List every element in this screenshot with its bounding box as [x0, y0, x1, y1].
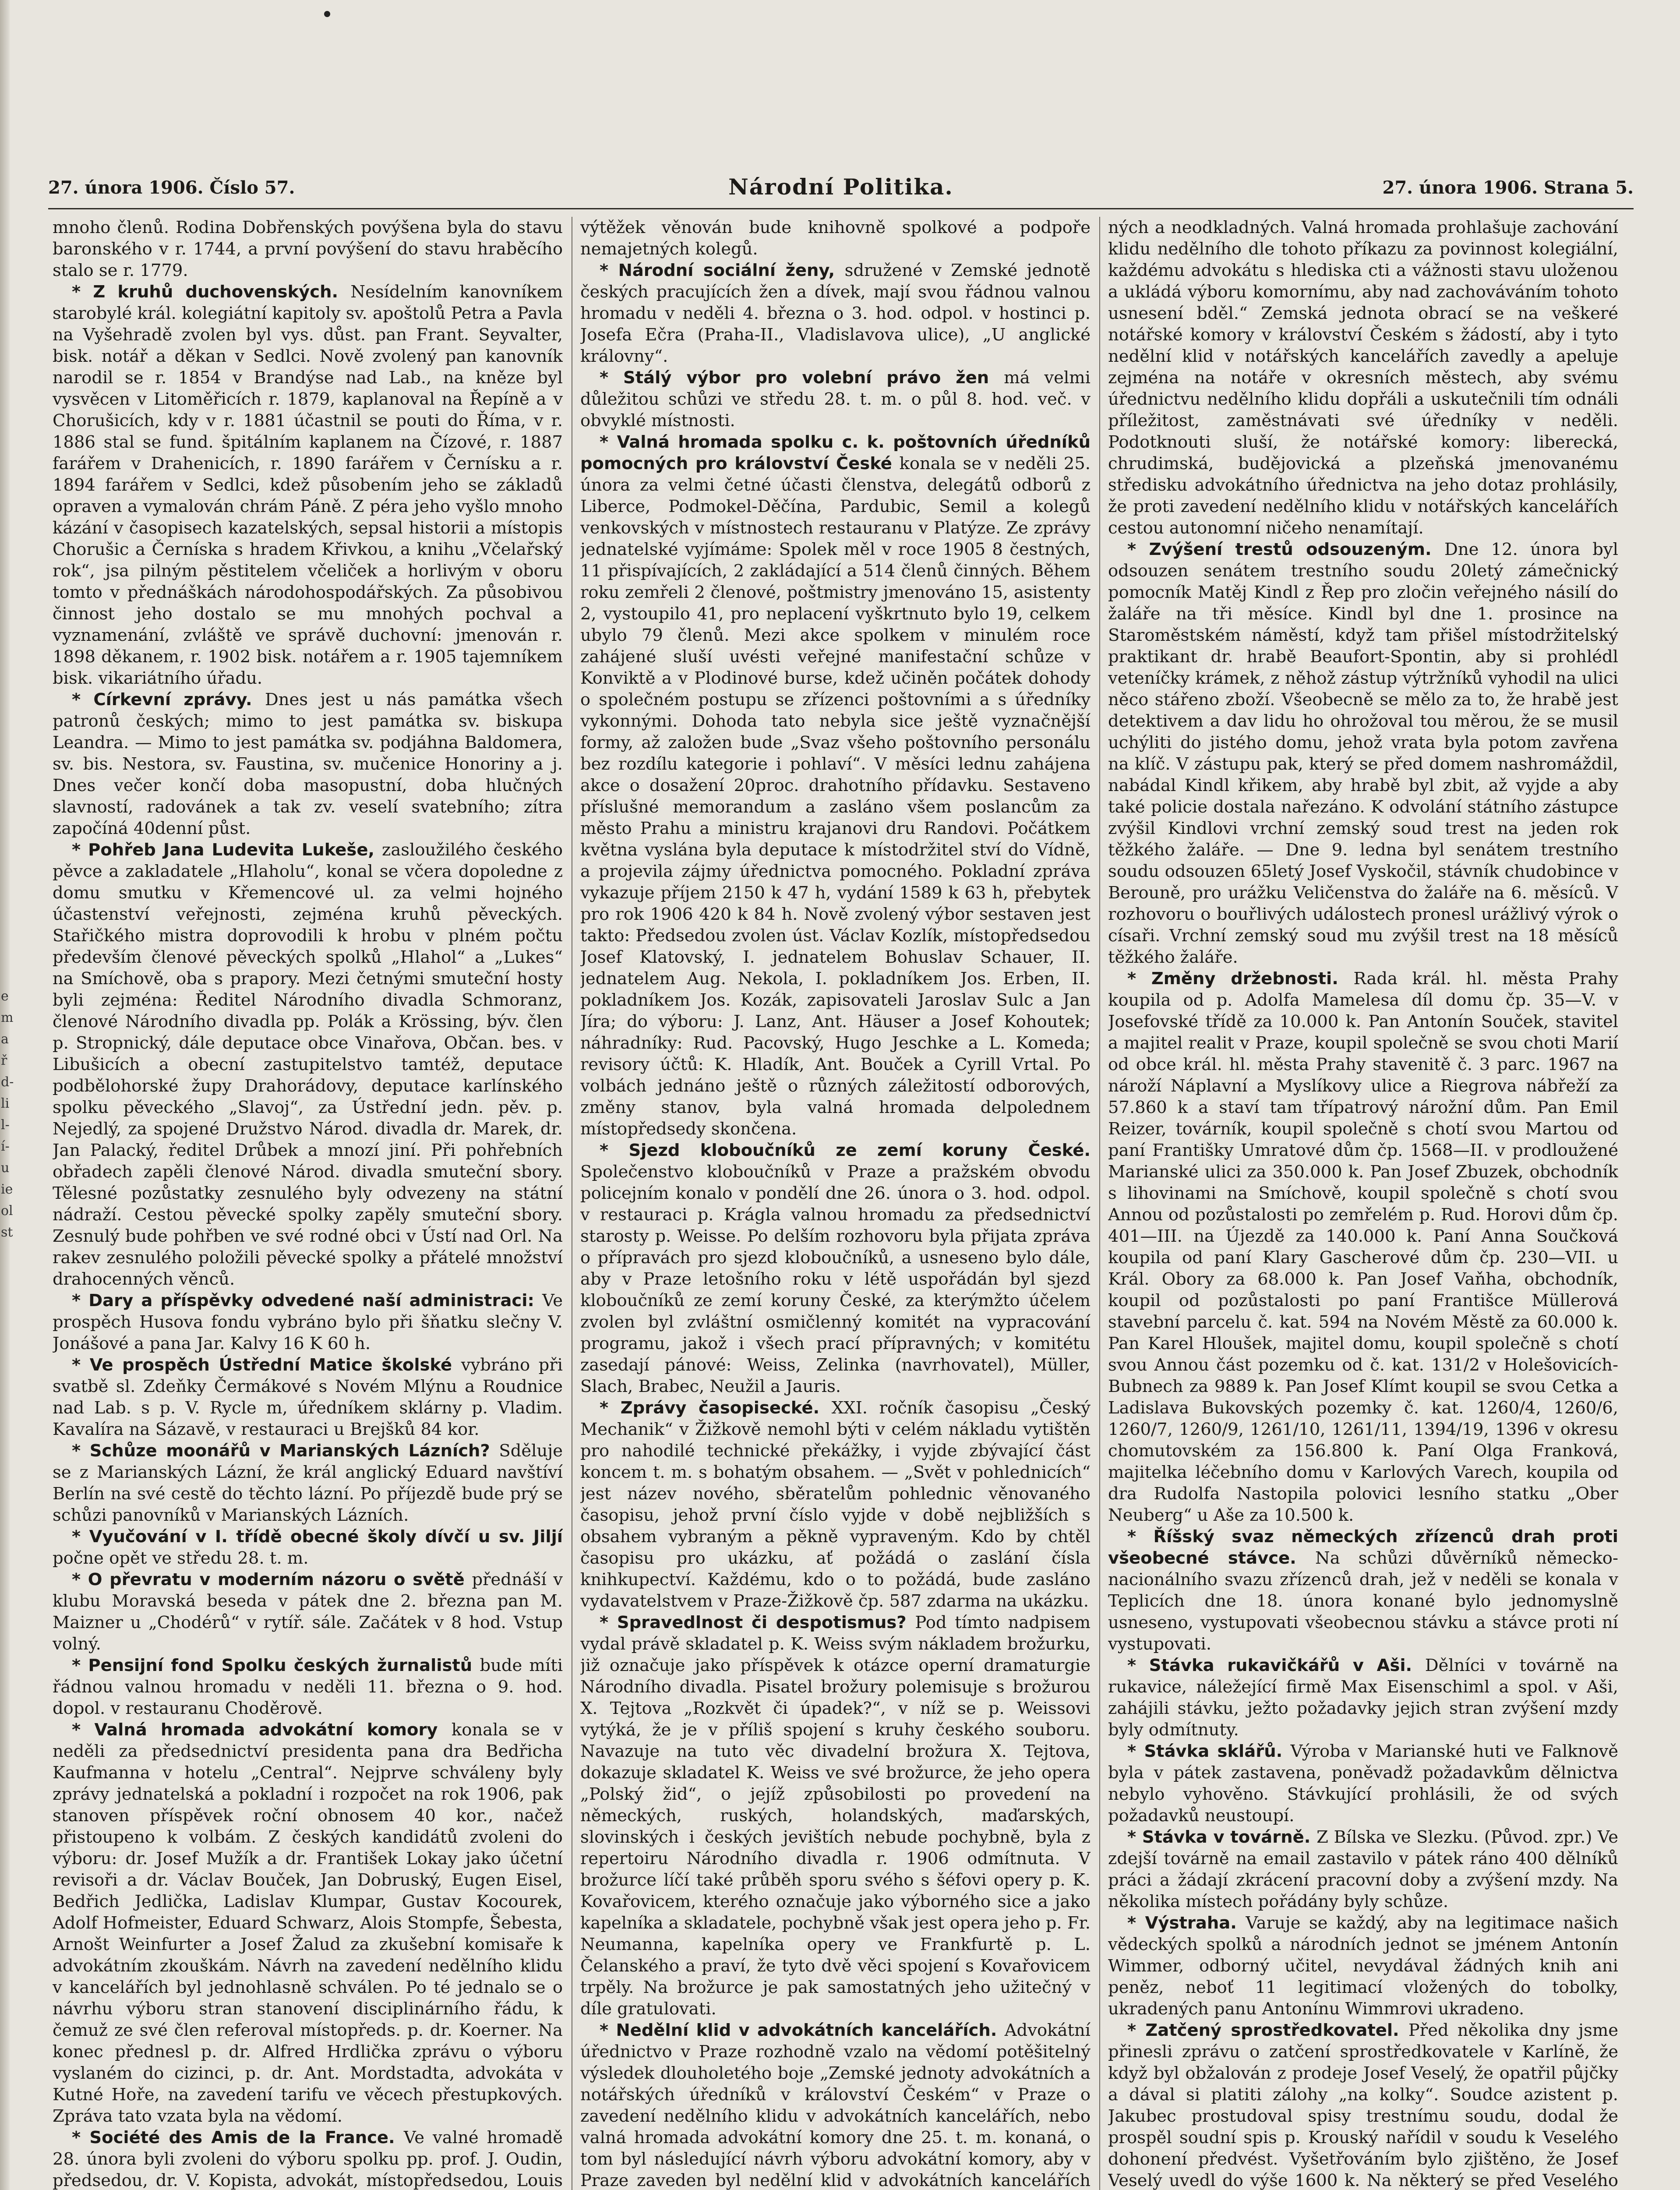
article-text: konala se v neděli 25. února za velmi četné účasti členstva, delegátů odborů z Liberce, Podmokel-Děčína, Pardubic, Semil a kolegů venkovských v místnostech restauranu v Platýze. Ze zprávy jednatelské vyjímáme: Spolek měl v roce 1905 8 čestných, 11 přispívajících, 2 zakládající a 514 členů činných. Během roku zemřeli 2 členové, poštmistry jmenováno 15, asistenty 2, vystoupilo 41, pro neplacení vyškrtnuto bylo 19, celkem ubylo 79 členů. Mezi akce spolkem v minulém roce zahájené sluší uvésti veřejné manifestační schůze v Konviktě a v Plodinové burse, kdež učiněn počátek dohody o společném postupu se zřízenci poštovními a s úředníky vykonnými. Dohoda tato nebyla sice ještě vyznačnější formy, až založen bude „Svaz všeho poštovního personálu bez rozdílu kategorie i pohlaví“. V měsíci lednu zahájena akce o dosažení 20proc. drahotního přídavku. Sestaveno příslušné memorandum a zasláno všem poslancům za město Prahu a ministru krajanovi dru Randovi. Počátkem května vyslána byla deputace k místodržitel ství do Vídně, a projevila zájmy úřednictva pomocného. Pokladní zpráva vykazuje příjem 2150 k 47 h, vydání 1589 k 63 h, přebytek pro rok 1906 420 k 84 h. Nově zvolený výbor sestaven jest takto: Předsedou zvolen úst. Václav Kozlík, místopředsedou Josef Klatovský, I. jednatelem Bohuslav Schauer, II. jednatelem Aug. Nekola, I. pokladníkem Jos. Erben, II. pokladníkem Jos. Kozák, zapisovateli Jaroslav Sulc a Jan Jíra; do výboru: J. Lanz, Ant. Häuser a Josef Kohoutek; náhradníky: Rud. Pacovský, Hugo Jeschke a L. Komeda; revisory účtů: K. Hladík, Ant. Bouček a Cyrill Vrtal. Po volbách jednáno ještě o různých záležitostí odborových, změny stanov, byla valná hromada delpolednem místopředsedy skončena. — [580, 454, 1091, 1139]
article-paragraph — [53, 839, 563, 1290]
article-text: Dělníci v továrně na rukavice, náležející firmě Max Eisenschiml a spol. v Aši, zahájili stávku, ježto požadavky jejich stran zvýšení mzdy byly odmítnuty. — [1108, 1656, 1618, 1740]
column-2 — [580, 217, 1091, 2190]
article-headline: * Société des Amis de la France. — [72, 2128, 404, 2148]
article-headline: * Stávka v továrně. — [1127, 1827, 1316, 1847]
article-headline: * Změny držebnosti. — [1127, 969, 1354, 989]
article-paragraph — [53, 1719, 563, 2127]
article-headline: * Nedělní klid v advokátních kancelářích. — [600, 2020, 1005, 2040]
article-text: Společenstvo kloboučníků v Praze a pražském obvodu policejním konalo v pondělí dne 26. února o 3. hod. odpol. v restauraci p. Krágla valnou hromadu za předsednictví starosty p. Weisse. Po delším rozhovoru byla přijata zpráva o přípravách pro sjezd kloboučníků, a usneseno bylo dále, aby v Praze letošního roku v létě uspořádán byl sjezd kloboučníků ze zemí koruny České, za kterýmžto účelem zvolen byl zvláštní osmičlenný komitét na vypracování programu, jakož i všech prací přípravných; v komitétu zasedají pánové: Weiss, Zelinka (navrhovatel), Müller, Slach, Brabec, Neužil a Jauris. — [580, 1162, 1091, 1396]
article-headline: * Dary a příspěvky odvedené naší administraci: — [72, 1291, 542, 1310]
article-paragraph — [1108, 1912, 1618, 2020]
article-paragraph — [580, 260, 1091, 367]
article-headline: * Pohřeb Jana Ludevita Lukeše, — [72, 840, 382, 860]
article-text: Pod tímto nadpisem vydal právě skladatel p. K. Weiss svým nákladem brožurku, již označuje jako příspěvek k otázce operní dramaturgie Národního divadla. Pisatel brožury polemisuje s brožurou X. Tejtova „Rozkvět či úpadek?“, v níž se p. Weissovi vytýká, že je v příliš spojení s kruhy českého souboru. Navazuje na tuto věc divadelní brožura X. Tejtova, dokazuje skladatel K. Weiss ve své brožurce, že jeho opera „Polský žid“, o jejíž způsobilosti po provedení na německých, ruských, holandských, maďarských, slovinských i českých jevištích nebude pochybně, byla z repertoiru Národního divadla r. 1906 odmítnuta. V brožurce líčí také průběh sporu svého s šéfovi opery p. K. Kovařovicem, kterého označuje jako výborného sice a jako kapelníka a skladatele, pochybně však jest opera jeho p. Fr. Neumanna, kapelníka opery ve Frankfurtě p. L. Čelanského a praví, že tyto dvě věci spojení s Kovařovicem trpěly. Na brožurce je pak samostatných jeho užitečný v díle gratulovati. — [580, 1613, 1091, 2019]
article-paragraph — [1108, 2020, 1618, 2190]
column-3 — [1108, 217, 1618, 2190]
article-paragraph — [580, 367, 1091, 431]
article-headline: * Z kruhů duchovenských. — [72, 282, 350, 302]
article-headline: * Zatčený sprostředkovatel. — [1127, 2020, 1408, 2040]
article-headline: * Vyučování v I. třídě obecné školy dívčí u sv. Jiljí — [72, 1527, 563, 1547]
article-paragraph — [580, 1397, 1091, 1612]
article-headline: * Říšský svaz německých zřízenců drah proti všeobecné stávce. — [1108, 1527, 1618, 1568]
article-text: ných a neodkladných. Valná hromada prohlašuje zachování klidu nedělního dle tohoto příkazu za povinnost kolegiální, každému advokátu s hlediska cti a vážnosti stavu uloženou a ukládá výboru komornímu, aby nad zachováváním tohoto usnesení bděl.“ Zemská jednota obrací se na veškeré notářské komory v království Českém s žádostí, aby i tyto nedělní klid v notářských kancelářích zavedly a apeluje zejména na notáře v okresních městech, aby svému úřednictvu nedělního klidu dopřáli a uskutečnili tím odnáli příležitost, zaměstnávati své úředníky v neděli. Podotknouti sluší, že notářské komory: liberecká, chrudimská, budějovická a plzeňská jmenovanému středisku advokátního úřednictva na jeho dotaz prohlásily, že proti zavedení nedělního klidu v notářských kancelářích cestou autonomní ničeho nenamítají. — [1108, 218, 1618, 538]
article-paragraph — [580, 1140, 1091, 1397]
article-paragraph — [1108, 217, 1618, 539]
article-text: Před několika dny jsme přinesli zprávu o zatčení sprostředkovatele v Karlíně, že když byl obžalován z prodeje Josef Veselý, že opatřil půjčky a dával si platiti zálohy „na kolky“. Soudce azistent p. Jakubec prostudoval spisy trestnímu soudu, dodal že prospěl soudní spis p. Krouský nařídil v soudu k Veselého dohonení předvést. Vyšetřováním bylo zjištěno, že Josef Veselý uvedl do výše 1600 k. Na některý se před Veselého — [1108, 2020, 1618, 2190]
article-text: Z Bílska ve Slezku. (Původ. zpr.) Ve zdejší továrně na email zastavilo v pátek ráno 400 dělníků práci a žádají zkrácení pracovní doby a zvýšení mzdy. Na několika místech pořádány byly schůze. — [1108, 1827, 1618, 1911]
article-text: sdružené v Zemské jednotě českých pracujících žen a dívek, mají svou řádnou valnou hromadu v neděli 4. března o 3. hod. odpol. v hostinci p. Josefa Ečra (Praha-II., Vladislavova ulice), „U anglické královny“. — [580, 261, 1091, 366]
article-paragraph — [53, 1354, 563, 1440]
article-paragraph — [53, 689, 563, 839]
column-divider — [1099, 217, 1100, 2190]
article-paragraph — [1108, 1526, 1618, 1655]
column-1 — [53, 217, 563, 2190]
article-text: vybráno při svatbě sl. Zdeňky Čermákové s Novém Mlýnu a Roudnice nad Lab. s p. V. Rycle m, úředníkem sklárny p. Vladim. Kavalíra na Sázavě, v restauraci u Brejšků 84 kor. — [53, 1355, 563, 1439]
article-paragraph — [53, 281, 563, 689]
page-header — [48, 174, 1634, 208]
article-paragraph — [1108, 539, 1618, 968]
cropped-margin-text: e m a ř d- li l- í- u ie ol st — [1, 989, 14, 1240]
article-paragraph — [53, 1655, 563, 1719]
article-headline: * Pensijní fond Spolku českých žurnalistů — [72, 1656, 480, 1675]
article-text: Ve valné hromadě 28. února byli zvoleni do výboru spolku pp. prof. J. Oudin, předsedou, dr. V. Kopista, advokát, místopředsedou, Louis — [53, 2128, 563, 2190]
article-headline: * Valná hromada spolku c. k. poštovních úředníků pomocných pro království České — [580, 432, 1091, 473]
article-text: Na schůzi důvěrníků německo-nacionálního svazu zřízenců drah, jež v neděli se konala v Teplicích dne 18. února konané bylo jednomyslně usneseno, vystupovati všeobecnou stávku a stávce proti ní vystupovati. — [1108, 1548, 1618, 1654]
article-paragraph — [53, 1569, 563, 1655]
article-text: konala se v neděli za předsednictví presidenta pana dra Bedřicha Kaufmanna v hotelu „Central“. Nejprve schváleny byly zprávy jednatelská a pokladní i rozpočet na rok 1906, pak stanoven příspěvek roční obnosem 40 kor., načež přistoupeno k volbám. Z českých kandidátů zvoleni do výboru: dr. Josef Mužík a dr. František Lokay jako účetní revisoři a dr. Václav Bouček, Jan Dobruský, Eugen Eisel, Bedřich Jedlička, Ladislav Klumpar, Gustav Kocourek, Adolf Hofmeister, Eduard Schwarz, Alois Stompfe, Šebesta, Arnošt Weinfurter a Josef Žalud za zkušební komisaře k advokátním zkouškám. Návrh na zavedení nedělního klidu v kancelářích byl jednohlasně schválen. Po té jednalo se o návrhu výboru stran stanovení disciplinárního řádu, k čemuž ze své člen referoval místopředs. p. dr. Koerner. Na konec přednesl p. dr. Alfred Hrdlička zprávu o výboru vyslaném do cizinci, p. dr. Ant. Mordstadta, advokáta v Kutné Hoře, na zavedení tarifu ve věcech přestupkových. Zpráva tato vzata byla na vědomí. — [53, 1720, 563, 2126]
masthead-title: Národní Politika. — [728, 174, 953, 200]
article-headline: * Sjezd kloboučníků ze zemí koruny České. — [600, 1141, 1091, 1160]
article-paragraph — [580, 217, 1091, 260]
article-text: Rada král. hl. města Prahy koupila od p. Adolfa Mamelesa díl domu čp. 35—V. v Josefovské třídě za 10.000 k. Pan Antonín Souček, stavitel a majitel realit v Praze, koupil společně se svou choti Marií od obce král. hl. města Prahy stavenitě č. 3 parc. 1967 na nároží Náplavní a Myslíkovy ulice a Riegrova nábřeží za 57.860 k a staví tam třípatrový nárožní dům. Pan Emil Reizer, továrník, koupil společně s chotí svou Martou od paní Františky Umratové dům čp. 1568—II. v prodloužené Marianské ulici za 350.000 k. Pan Josef Zbuzek, obchodník s lihovinami na Smíchově, koupil společně s chotí svou Annou od pozůstalosti po zemřelém p. Rud. Horovi dům čp. 401—III. na Újezdě za 140.000 k. Paní Anna Součková koupila od paní Klary Gascherové dům čp. 230—VII. u Král. Obory za 68.000 k. Pan Josef Vaňha, obchodník, koupil od pozůstalosti po paní Františce Müllerová stavební parcelu č. kat. 594 na Novém Městě za 60.000 k. Pan Karel Hloušek, majitel domu, koupil společně s chotí svou Annou část pozemku od č. kat. 131/2 v Holešovicích-Bubnech za 9889 k. Pan Josef Klímt koupil se svou Cetka a Ladislava Bukovských pozemky č. kat. 1260/4, 1260/6, 1260/7, 1260/9, 1261/10, 1261/11, 1394/19, 1396 v okresu chomutovském za 156.800 k. Paní Olga Franková, majitelka léčebního domu v Karlových Varech, koupila od dra Rudolfa Nastopila polovici lesního statku „Ober Neuberg“ u Aše za 10.500 k. — [1108, 969, 1618, 1525]
article-text: zasloužilého českého pěvce a zakladatele „Hlaholu“, konal se včera dopoledne z domu smutku v Křemencové ul. za velmi hojného účastenství veřejnosti, zejména kruhů pěveckých. Stařičkého mistra doprovodili k hrobu v plném počtu především členové pěveckých spolků „Hlahol“ a „Lukes“ na Smíchově, oba s prapory. Mezi četnými smuteční hosty byli zejména: Ředitel Národního divadla Schmoranz, členové Národního divadla pp. Polák a Krössing, býv. člen p. Stropnický, dále deputace obce Vinařova, Občan. bes. v Libušicích a obecní zastupitelstvo tamtéž, deputace podbělohorské župy Drahorádovy, deputace karlínského spolku pěveckého „Slavoj“, za Ústřední jedn. pěv. p. Nejedlý, za spojené Družstvo Národ. divadla dr. Marek, dr. Jan Palacký, ředitel Drůbek a mnozí jiní. Při pohřebních obřadech zapěli členové Národ. divadla smuteční sbory. Tělesné pozůstatky zesnulého byly odvezeny na státní nádraží. Cestou pěvecké spolky zapěly smuteční sbory. Zesnulý bude pohřben ve své rodné obci v Ústí nad Orl. Na rakev zesnulého položili pěvecké spolky a přátelé množství drahocenných věnců. — [53, 840, 563, 1289]
article-headline: * Spravedlnost či despotismus? — [600, 1613, 915, 1632]
article-headline: * Národní sociální ženy, — [600, 261, 845, 280]
article-paragraph — [53, 1440, 563, 1526]
article-headline: * Zvýšení trestů odsouzeným. — [1127, 540, 1444, 559]
article-paragraph — [1108, 1655, 1618, 1741]
article-headline: * Stálý výbor pro volební právo žen — [600, 368, 1004, 388]
article-paragraph — [580, 1612, 1091, 2020]
article-text: počne opět ve středu 28. t. m. — [53, 1548, 309, 1568]
header-date-issue: 27. února 1906. Číslo 57. — [48, 177, 295, 198]
article-text: Ve prospěch Husova fondu vybráno bylo při šňatku slečny V. Jonášové a pana Jar. Kalvy 16 K 60 h. — [53, 1291, 563, 1353]
article-text: mnoho členů. Rodina Dobřenských povýšena byla do stavu baronského v r. 1744, a první povýšení do stavu hraběcího stalo se r. 1779. — [53, 218, 563, 280]
article-text: bude míti řádnou valnou hromadu v neděli 11. března o 9. hod. dopol. v restauranu Choděrově. — [53, 1656, 563, 1718]
article-text: Dnes jest u nás památka všech patronů českých; mimo to jest památka sv. biskupa Leandra. — Mimo to jest památka sv. podjáhna Baldomera, sv. bis. Nestora, sv. Faustina, sv. mučenice Honoriny a j. Dnes večer končí doba masopustní, doba hlučných slavností, radovánek a tak zv. veselí svatebního; zítra započíná 40denní půst. — [53, 690, 563, 838]
article-paragraph — [53, 2127, 563, 2190]
article-paragraph — [1108, 968, 1618, 1526]
article-headline: * Výstraha. — [1127, 1913, 1246, 1933]
article-text: má velmi důležitou schůzi ve středu 28. t. m. o půl 8. hod. več. v obvyklé místnosti. — [580, 368, 1091, 431]
article-headline: * Ve prospěch Ústřední Matice školské — [72, 1355, 461, 1375]
article-text: Dne 12. února byl odsouzen senátem trestního soudu 20letý zámečnický pomocník Matěj Kindl z Řep pro zločin veřejného násilí do žaláře na tři měsíce. Kindl byl dne 1. prosince na Staroměstském náměstí, když tam přišel místodržitelský praktikant dr. hrabě Beaufort-Spontin, aby si prohlédl veteníčky krámek, z něhož zástup výtržníků vyhodil na ulici něco stářeno zboží. Všeobecně se mělo za to, že hrabě jest detektivem a dav lidu ho ohrožoval tou měrou, že se musil uchýliti do jistého domu, jehož vrata byla potom zavřena na klíč. V zástupu pak, který se před domem nashromáždil, nabádal Kindl křikem, aby hrabě byl zbit, až vyjde a aby také policie dostala nařezáno. K odvolání státního zástupce zvýšil Kindlovi vrchní zemský soud trest na jeden rok těžkého žaláře. — Dne 9. ledna byl senátem trestního soudu odsouzen 65letý Josef Vyskočil, stávník chudobince v Berouně, pro urážku Veličenstva do žaláře na 6. měsíců. V rozhovoru o bouřlivých událostech pronesl urážlivý výrok o císaři. Vrchní zemský soud mu zvýšil trest na 18 měsíců těžkého žaláře. — [1108, 540, 1618, 967]
article-paragraph — [1108, 1826, 1618, 1912]
article-text: přednáší v klubu Moravská beseda v pátek dne 2. března pan M. Maizner u „Chodérů“ v rytíř. sále. Začátek v 8 hod. Vstup volný. — [53, 1570, 563, 1654]
header-rule — [48, 208, 1634, 209]
article-headline: * Schůze moonářů v Marianských Lázních? — [72, 1441, 499, 1461]
article-paragraph — [580, 2020, 1091, 2190]
article-headline: * O převratu v moderním názoru o světě — [72, 1570, 472, 1590]
article-headline: * Valná hromada advokátní komory — [72, 1720, 452, 1740]
article-text: Advokátní úřednictvo v Praze rozhodně vzalo na vědomí potěšitelný výsledek dlouholetého boje „Zemské jednoty advokátních a notářských úředníků v království Českém“ v Praze o zavedení nedělního klidu v advokátních kancelářích, nebo valná hromada advokátní komory dne 25. t. m. konaná, o tom byl následující návrh výboru advokátní komory, aby v Praze zaveden byl nedělní klid v advokátních kancelářích — [580, 2020, 1091, 2190]
article-headline: * Církevní zprávy. — [72, 690, 265, 710]
article-text: výtěžek věnován bude knihovně spolkové a podpoře nemajetných kolegů. — [580, 218, 1091, 259]
article-text: Výroba v Marianské huti ve Falknově byla v pátek zastavena, poněvadž požadavkům dělnictva nebylo vyhověno. Stávkující prohlásili, že od svých požadavků neustoupí. — [1108, 1741, 1618, 1826]
article-headline: * Stávka rukavičkářů v Aši. — [1127, 1656, 1425, 1675]
article-paragraph — [53, 1290, 563, 1354]
ink-dot — [324, 11, 330, 17]
article-paragraph — [1108, 1741, 1618, 1826]
article-text: XXI. ročník časopisu „Český Mechanik“ v Žižkově nemohl býti v celém nákladu vytištěn pro nahodilé technické překážky, i vyjde zbývající část koncem t. m. s bohatým obsahem. — „Svět v pohlednicích“ jest název nového, sběratelům pohlednic věnovaného časopisu, jehož první číslo vyjde v době nejbližších s obsahem vybraným a pěkně vypraveným. Kdo by chtěl časopisu pro ukázku, ať požádá o zaslání čísla knihkupectví. Každému, kdo o to požádá, bude zasláno vydavatelstvem v Praze-Žižkově čp. 587 zdarma na ukázku. — [580, 1398, 1091, 1611]
article-text: Varuje se každý, aby na legitimace našich vědeckých spolků a národních jednot se jménem Antonín Wimmer, odborný učitel, nevydával žádných knih ani peněz, neboť 11 legitimací vložených do tobolky, ukradených panu Antonínu Wimmrovi ukradeno. — [1108, 1913, 1618, 2019]
article-paragraph — [580, 431, 1091, 1140]
article-paragraph — [53, 1526, 563, 1569]
article-text: Nesídelním kanovníkem starobylé král. kolegiátní kapitoly sv. apoštolů Petra a Pavla na Vyšehradě zvolen byl vys. důst. pan Frant. Seyvalter, bisk. notář a děkan v Sedlci. Nově zvolený pan kanovník narodil se r. 1854 v Brandýse nad Lab., na kněze byl vysvěcen v Litoměřicích r. 1879, kaplanoval na Řepíně a v Chorušicích, kdy v r. 1881 účastnil se pouti do Říma, v r. 1886 stal se fund. špitálním kaplanem na Čízové, r. 1887 farářem v Drahenicích, r. 1890 farářem v Černísku a r. 1894 farářem v Sedlci, kdež působením jeho se základů opraven a vymalován chrám Páně. Z péra jeho vyšlo mnoho kázání v časopisech kazatelských, sepsal historii a místopis Chorušic a Černíska s hradem Křivkou, a knihu „Včelařský rok“, jsa pilným pěstitelem včeliček a horlivým v oboru tomto v přednáškách národohospodářských. Za působivou činnost jeho dostalo se mu mnohých pochval a vyznamenání, zvláště ve správě duchovní: jmenován r. 1898 děkanem, r. 1902 bisk. notářem a r. 1905 tajemníkem bisk. vikariátního úřadu. — [53, 282, 563, 688]
article-headline: * Zprávy časopisecké. — [600, 1398, 832, 1418]
article-headline: * Stávka sklářů. — [1127, 1741, 1291, 1761]
article-paragraph — [53, 217, 563, 281]
article-text: Sděluje se z Marianských Lázní, že král anglický Eduard navštíví Berlín na své cestě do těchto lázní. Po příjezdě bude prý se schůzi panovníků v Marianských Lázních. — [53, 1441, 563, 1525]
header-date-page: 27. února 1906. Strana 5. — [1382, 177, 1634, 198]
